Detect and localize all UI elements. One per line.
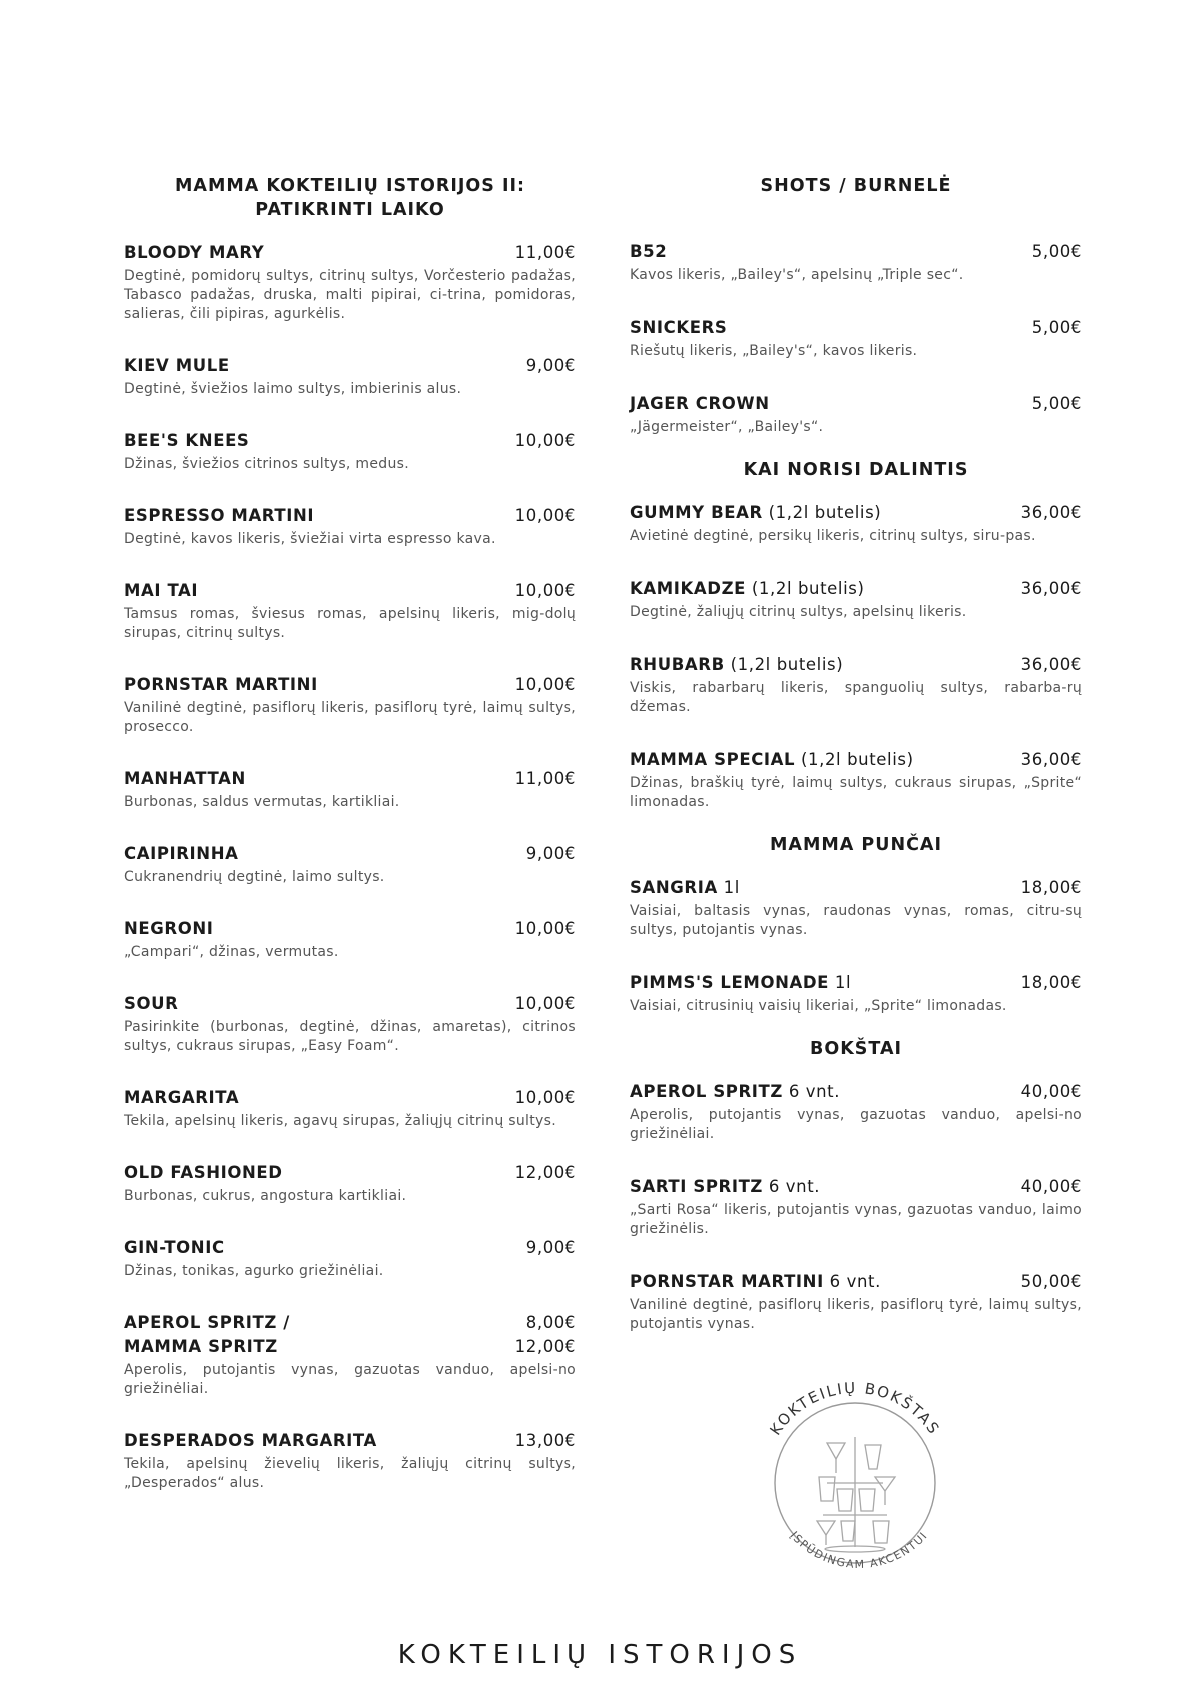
menu-item xyxy=(124,842,576,887)
item-description: Tamsus romas, šviesus romas, apelsinų likeris, mig-dolų sirupas, citrinų sultys. xyxy=(124,606,576,641)
menu-item xyxy=(124,992,576,1056)
item-name: SARTI SPRITZ xyxy=(630,1177,763,1196)
item-description: Tekila, apelsinų likeris, agavų sirupas, žaliųjų citrinų sultys. xyxy=(124,1113,556,1129)
item-name: SNICKERS xyxy=(630,318,728,337)
item-description: Cukranendrių degtinė, laimo sultys. xyxy=(124,869,385,885)
section-title-line: MAMMA KOKTEILIŲ ISTORIJOS II: xyxy=(174,176,526,196)
item-head xyxy=(630,501,1082,525)
item-name: DESPERADOS MARGARITA xyxy=(124,1431,377,1450)
item-price: 10,00€ xyxy=(514,1088,576,1107)
item-price: 10,00€ xyxy=(514,431,576,450)
menu-item xyxy=(124,429,576,474)
stamp-top-text: KOKTEILIŲ BOKŠTAS xyxy=(766,1378,944,1439)
item-title xyxy=(124,1161,283,1185)
menu-item xyxy=(124,1086,576,1131)
item-description: Burbonas, cukrus, angostura kartikliai. xyxy=(124,1188,407,1204)
item-price: 36,00€ xyxy=(1020,503,1082,522)
item-name: NEGRONI xyxy=(124,919,214,938)
item-title xyxy=(124,917,214,941)
item-description: Aperolis, putojantis vynas, gazuotas vanduo, apelsi-no griežinėliai. xyxy=(630,1107,1082,1142)
section-title-classics xyxy=(124,174,576,222)
item-head xyxy=(630,876,1082,900)
item-price: 10,00€ xyxy=(514,581,576,600)
item-head xyxy=(630,748,1082,772)
item-description: Tekila, apelsinų žievelių likeris, žaliųjų citrinų sultys, „Desperados“ alus. xyxy=(124,1456,576,1491)
item-price: 13,00€ xyxy=(514,1431,576,1450)
item-volume: 6 vnt. xyxy=(782,1082,841,1101)
item-head xyxy=(630,1080,1082,1104)
item-name: MARGARITA xyxy=(124,1088,240,1107)
item-head xyxy=(124,673,576,697)
item-price: 9,00€ xyxy=(525,844,576,863)
menu-item xyxy=(124,241,576,324)
item-price: 12,00€ xyxy=(514,1163,576,1182)
item-name: RHUBARB xyxy=(630,655,725,674)
item-name: MANHATTAN xyxy=(124,769,246,788)
item-head xyxy=(124,429,576,453)
menu-item xyxy=(124,1236,576,1281)
item-head xyxy=(124,842,576,866)
menu-item xyxy=(630,971,1082,1016)
item-description: Degtinė, žaliųjų citrinų sultys, apelsinų likeris. xyxy=(630,604,967,620)
item-description: Vanilinė degtinė, pasiflorų likeris, pasiflorų tyrė, laimų sultys, putojantis vynas. xyxy=(630,1297,1082,1332)
item-description: „Campari“, džinas, vermutas. xyxy=(124,944,339,960)
item-description: Pasirinkite (burbonas, degtinė, džinas, amaretas), citrinos sultys, cukraus sirupas, „Easy Foam“. xyxy=(124,1019,576,1054)
item-title xyxy=(124,241,264,265)
item-name: GUMMY BEAR xyxy=(630,503,763,522)
item-title xyxy=(630,1270,881,1294)
section-title-punch: MAMMA PUNČAI xyxy=(769,835,942,855)
menu-item xyxy=(124,673,576,737)
footer-brand: KOKTEILIŲ ISTORIJOS xyxy=(397,1640,803,1670)
item-volume: (1,2l butelis) xyxy=(762,503,882,522)
item-description: Degtinė, kavos likeris, šviežiai virta espresso kava. xyxy=(124,531,496,547)
item-price: 8,00€ xyxy=(525,1313,576,1332)
item-title xyxy=(124,1236,225,1260)
item-head xyxy=(630,392,1082,416)
item-title xyxy=(124,1086,239,1110)
item-price: 36,00€ xyxy=(1020,655,1082,674)
item-title xyxy=(630,392,770,416)
item-name: PIMMS'S LEMONADE xyxy=(630,973,830,992)
item-price: 10,00€ xyxy=(514,675,576,694)
item-head xyxy=(124,241,576,265)
item-description: Degtinė, šviežios laimo sultys, imbierinis alus. xyxy=(124,381,462,397)
stamp-bottom-text: ĮSPŪDINGAM AKCENTUI xyxy=(787,1528,931,1571)
item-head xyxy=(630,971,1082,995)
menu-item xyxy=(630,653,1082,717)
item-price: 5,00€ xyxy=(1031,318,1082,337)
item-head xyxy=(124,1311,576,1359)
item-name: APEROL SPRITZ xyxy=(630,1082,783,1101)
item-head xyxy=(124,1236,576,1260)
item-price: 36,00€ xyxy=(1020,750,1082,769)
left-column xyxy=(124,174,576,1523)
item-price: 9,00€ xyxy=(525,356,576,375)
item-head xyxy=(630,1175,1082,1199)
menu-item xyxy=(630,1175,1082,1239)
item-name: BLOODY MARY xyxy=(124,243,265,262)
item-description: Riešutų likeris, „Bailey's“, kavos likeris. xyxy=(630,343,918,359)
item-price: 11,00€ xyxy=(514,769,576,788)
item-name: BEE'S KNEES xyxy=(124,431,250,450)
item-description: „Jägermeister“, „Bailey's“. xyxy=(630,419,824,435)
item-price: 5,00€ xyxy=(1031,394,1082,413)
item-name: SANGRIA xyxy=(630,878,718,897)
menu-item xyxy=(630,240,1082,285)
item-name: OLD FASHIONED xyxy=(124,1163,283,1182)
item-description: Avietinė degtinė, persikų likeris, citrinų sultys, siru-pas. xyxy=(630,528,1036,544)
item-name: MAMMA SPRITZ xyxy=(124,1337,278,1356)
item-name: MAI TAI xyxy=(124,581,199,600)
item-price: 11,00€ xyxy=(514,243,576,262)
item-name: KIEV MULE xyxy=(124,356,230,375)
item-name: MAMMA SPECIAL xyxy=(630,750,796,769)
item-description: Vaisiai, baltasis vynas, raudonas vynas, romas, citru-sų sultys, putojantis vynas. xyxy=(630,903,1082,938)
item-description: Džinas, šviežios citrinos sultys, medus. xyxy=(124,456,409,472)
item-title xyxy=(630,971,851,995)
menu-item xyxy=(124,1161,576,1206)
item-price: 10,00€ xyxy=(514,506,576,525)
item-description: Džinas, tonikas, agurko griežinėliai. xyxy=(124,1263,384,1279)
menu-item xyxy=(630,1270,1082,1334)
item-title xyxy=(630,501,881,525)
item-price: 18,00€ xyxy=(1020,973,1082,992)
item-title xyxy=(124,992,178,1016)
item-head xyxy=(124,579,576,603)
item-title xyxy=(124,579,198,603)
item-title xyxy=(124,429,249,453)
item-volume: 1l xyxy=(717,878,740,897)
item-title xyxy=(124,673,318,697)
menu-item-desperados-margarita xyxy=(124,1429,576,1493)
item-head xyxy=(124,917,576,941)
menu-item xyxy=(124,504,576,549)
menu-item xyxy=(124,354,576,399)
item-name: JAGER CROWN xyxy=(630,394,770,413)
section-title-shots: SHOTS / BURNELĖ xyxy=(760,176,952,196)
section-title-line: PATIKRINTI LAIKO xyxy=(255,200,445,220)
item-price: 12,00€ xyxy=(514,1337,576,1356)
item-description: „Sarti Rosa“ likeris, putojantis vynas, gazuotas vanduo, laimo griežinėlis. xyxy=(630,1202,1082,1237)
item-head xyxy=(124,1161,576,1185)
item-name: GIN-TONIC xyxy=(124,1238,225,1257)
item-title xyxy=(124,504,314,528)
section-title-towers: BOKŠTAI xyxy=(809,1039,902,1059)
item-name: APEROL SPRITZ / xyxy=(124,1313,290,1332)
menu-item xyxy=(630,1080,1082,1144)
item-head xyxy=(124,1429,576,1453)
item-description: Aperolis, putojantis vynas, gazuotas vanduo, apelsi-no griežinėliai. xyxy=(124,1362,576,1397)
item-title xyxy=(124,767,246,791)
item-name: ESPRESSO MARTINI xyxy=(124,506,315,525)
item-price: 5,00€ xyxy=(1031,242,1082,261)
menu-item xyxy=(124,767,576,812)
item-name: SOUR xyxy=(124,994,179,1013)
item-price: 9,00€ xyxy=(525,1238,576,1257)
item-head xyxy=(630,1270,1082,1294)
item-name: B52 xyxy=(630,242,668,261)
item-head xyxy=(124,354,576,378)
item-price: 10,00€ xyxy=(514,919,576,938)
item-head xyxy=(124,1086,576,1110)
item-description: Degtinė, pomidorų sultys, citrinų sultys, Vorčesterio padažas, Tabasco padažas, druska, malti pipirai, ci-trina, pomidoras, salieras, čili pipiras, agurkėlis. xyxy=(124,268,576,322)
item-name: CAIPIRINHA xyxy=(124,844,239,863)
menu-item xyxy=(630,392,1082,437)
menu-item xyxy=(630,577,1082,622)
item-price: 10,00€ xyxy=(514,994,576,1013)
menu-item xyxy=(630,876,1082,940)
item-description: Džinas, braškių tyrė, laimų sultys, cukraus sirupas, „Sprite“ limonadas. xyxy=(630,775,1082,810)
item-volume: 6 vnt. xyxy=(763,1177,821,1196)
item-title xyxy=(630,1080,840,1104)
item-name: KAMIKADZE xyxy=(630,579,747,598)
item-title xyxy=(630,240,667,264)
item-price: 40,00€ xyxy=(1020,1177,1082,1196)
item-name: PORNSTAR MARTINI xyxy=(630,1272,824,1291)
item-title xyxy=(630,876,740,900)
item-head xyxy=(124,767,576,791)
item-volume: (1,2l butelis) xyxy=(746,579,865,598)
item-volume: (1,2l butelis) xyxy=(724,655,844,674)
item-price: 36,00€ xyxy=(1020,579,1082,598)
item-description: Burbonas, saldus vermutas, kartikliai. xyxy=(124,794,400,810)
item-title xyxy=(630,1175,820,1199)
menu-item xyxy=(630,501,1082,546)
item-price: 18,00€ xyxy=(1020,878,1082,897)
item-head xyxy=(124,504,576,528)
item-volume: 6 vnt. xyxy=(823,1272,881,1291)
section-title-share: KAI NORISI DALINTIS xyxy=(743,460,969,480)
item-price: 40,00€ xyxy=(1020,1082,1082,1101)
item-head xyxy=(630,316,1082,340)
item-head xyxy=(630,240,1082,264)
right-column xyxy=(630,174,1082,1365)
menu-item-aperol-mamma-spritz xyxy=(124,1311,576,1399)
menu-item xyxy=(124,917,576,962)
item-title xyxy=(630,577,865,601)
item-description: Vanilinė degtinė, pasiflorų likeris, pasiflorų tyrė, laimų sultys, prosecco. xyxy=(124,700,576,735)
item-title xyxy=(630,653,843,677)
item-price: 50,00€ xyxy=(1020,1272,1082,1291)
item-description: Kavos likeris, „Bailey's“, apelsinų „Triple sec“. xyxy=(630,267,964,283)
item-head xyxy=(124,992,576,1016)
item-name: PORNSTAR MARTINI xyxy=(124,675,318,694)
cocktail-tower-stamp xyxy=(737,1365,973,1601)
menu-item xyxy=(124,579,576,643)
item-head xyxy=(630,577,1082,601)
item-title xyxy=(630,316,727,340)
item-title xyxy=(124,354,230,378)
menu-item xyxy=(630,316,1082,361)
item-description: Vaisiai, citrusinių vaisių likeriai, „Sprite“ limonadas. xyxy=(630,998,1007,1014)
item-title xyxy=(630,748,914,772)
item-description: Viskis, rabarbarų likeris, spanguolių sultys, rabarba-rų džemas. xyxy=(630,680,1082,715)
item-volume: (1,2l butelis) xyxy=(795,750,914,769)
menu-item xyxy=(630,748,1082,812)
glass-tower-icon xyxy=(817,1437,895,1552)
item-title xyxy=(124,842,238,866)
item-volume: 1l xyxy=(829,973,852,992)
item-head xyxy=(630,653,1082,677)
